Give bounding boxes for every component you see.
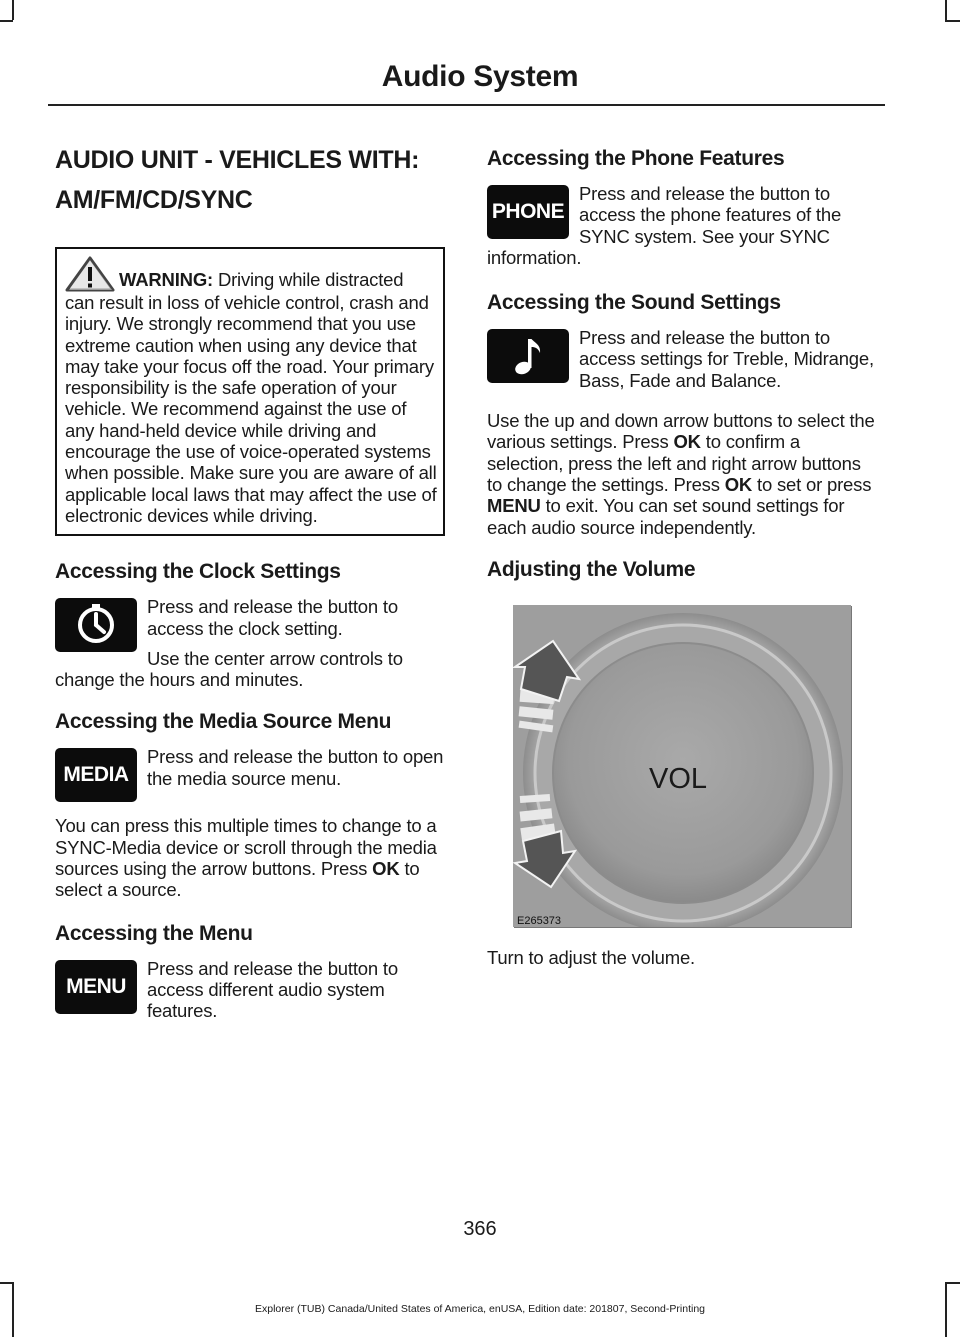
clock-button	[55, 598, 137, 652]
media-paragraph-2	[55, 815, 445, 900]
warning-label: WARNING:	[119, 269, 213, 290]
volume-knob-figure	[513, 605, 851, 927]
volume-section	[487, 555, 879, 968]
ok-keyword: OK	[673, 431, 701, 453]
ok-keyword: OK	[372, 858, 400, 880]
page-title: Audio System	[381, 60, 579, 93]
media-paragraph-1: Press and release the button to open the media source menu.	[147, 746, 444, 789]
media-text-a: You can press this multiple times to change to a SYNC-Media device or scroll through the media sources using the arrow buttons. Press	[55, 815, 437, 880]
sound-paragraph-1: Press and release the button to access settings for Treble, Midrange, Bass, Fade and Balance.	[579, 327, 874, 391]
header-divider	[48, 104, 885, 106]
warning-triangle-icon	[65, 256, 115, 292]
sound-heading: Accessing the Sound Settings	[487, 291, 781, 315]
footer-text: Explorer (TUB) Canada/United States of America, enUSA, Edition date: 201807, Second-Printing	[255, 1303, 705, 1315]
menu-paragraph-1: Press and release the button to access different audio system features.	[147, 957, 398, 1022]
phone-section	[487, 144, 879, 268]
volume-heading: Adjusting the Volume	[487, 557, 696, 581]
crop-mark	[945, 1282, 960, 1284]
right-column	[487, 144, 879, 968]
menu-keyword: MENU	[487, 495, 541, 517]
clock-heading: Accessing the Clock Settings	[55, 560, 341, 584]
menu-section	[55, 919, 445, 1022]
crop-mark	[945, 20, 960, 22]
clock-icon	[75, 604, 117, 646]
menu-row	[55, 958, 445, 1022]
warning-box	[55, 247, 445, 536]
sound-paragraph-2	[487, 410, 879, 538]
sound-button	[487, 329, 569, 383]
music-note-icon	[513, 335, 543, 377]
media-text-b: to select a source.	[55, 858, 420, 901]
menu-heading: Accessing the Menu	[55, 921, 253, 945]
sound-section	[487, 288, 879, 538]
section-heading-line2: AM/FM/CD/SYNC	[55, 186, 253, 214]
crop-mark	[12, 0, 14, 20]
ok-keyword: OK	[724, 473, 753, 495]
sound-row	[487, 327, 879, 391]
left-column	[55, 140, 445, 1022]
sound-text-a: Use the up and down arrow buttons to select the various settings. Press	[487, 410, 875, 453]
phone-heading: Accessing the Phone Features	[487, 147, 785, 170]
volume-caption: Turn to adjust the volume.	[487, 946, 696, 968]
clock-row	[55, 596, 445, 690]
section-heading	[55, 140, 445, 220]
page-number: 366	[463, 1218, 497, 1240]
phone-button: PHONE	[487, 185, 569, 239]
sound-text-b: to confirm a selection, press the left and right arrow buttons to change the settings. Press	[487, 431, 861, 495]
vol-label: VOL	[649, 762, 708, 795]
sound-text-d: to exit. You can set sound settings for each audio source independently.	[487, 495, 845, 538]
phone-paragraph-1: Press and release the button to access the phone features of the SYNC system. See your SYNC information.	[487, 183, 842, 268]
clock-paragraph-1: Press and release the button to access the clock setting.	[147, 596, 398, 639]
section-heading-line1: AUDIO UNIT - VEHICLES WITH:	[55, 146, 420, 174]
media-button: MEDIA	[55, 748, 137, 802]
clock-section	[55, 557, 445, 690]
crop-mark	[945, 0, 947, 20]
warning-paragraph	[65, 256, 437, 526]
media-row	[55, 746, 445, 806]
media-heading: Accessing the Media Source Menu	[55, 710, 392, 734]
clock-paragraph-2: Use the center arrow controls to change the hours and minutes.	[55, 647, 403, 691]
crop-mark	[0, 1282, 13, 1284]
menu-button: MENU	[55, 960, 137, 1014]
warning-text: Driving while distracted can result in loss of vehicle control, crash and injury. We strongly recommend that you use extreme caution when using any device that may take your focus off the road. Your primary responsibility is the safe operation of your vehicle. We recommend against the use of any hand-held device while driving and encourage the use of voice-operated systems when possible. Make sure you are aware of all applicable local laws that may affect the use of electronic devices while driving.	[65, 269, 437, 526]
media-section	[55, 707, 445, 900]
figure-id: E265373	[517, 914, 562, 927]
sound-text-c: to set or press	[752, 473, 872, 495]
crop-mark	[0, 20, 13, 22]
phone-row	[487, 183, 879, 268]
